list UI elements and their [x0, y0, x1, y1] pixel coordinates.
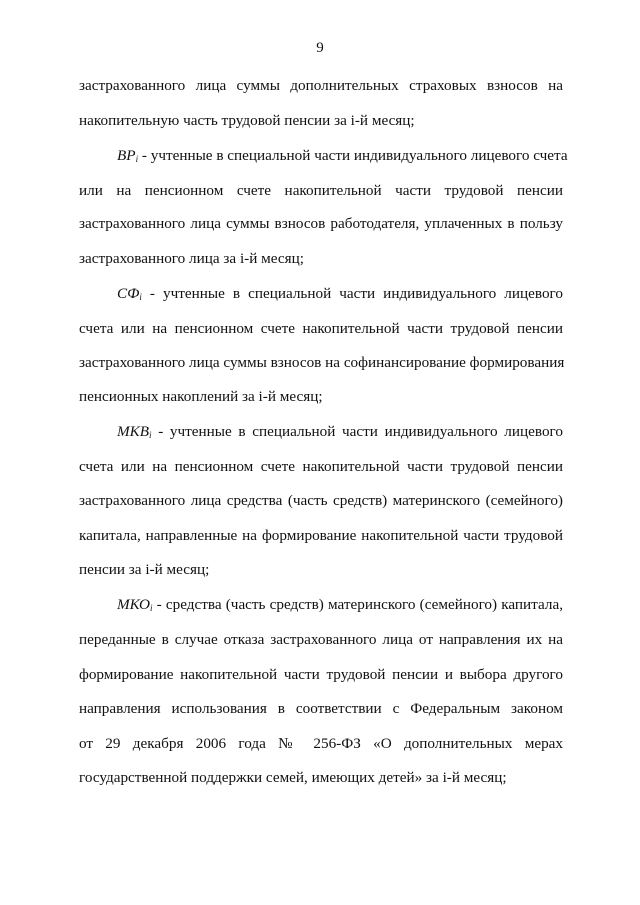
- text-line: застрахованного лица средства (часть средств) материнского (семейного): [79, 492, 563, 509]
- text-line: счета или на пенсионном счете накопительной части трудовой пенсии: [79, 458, 563, 475]
- text-line: застрахованного лица за i-й месяц;: [79, 250, 304, 267]
- text-line: счета или на пенсионном счете накопительной части трудовой пенсии: [79, 320, 563, 337]
- text-line: пенсии за i-й месяц;: [79, 561, 210, 578]
- symbol-sf: $СФ_i$: [117, 285, 142, 302]
- definition-sf: $СФ_i$ - учтенные в специальной части индивидуального лицевого: [117, 285, 563, 302]
- text-line: застрахованного лица суммы взносов на софинансирование формирования: [79, 354, 565, 371]
- text-line: направления использования в соответствии с Федеральным законом: [79, 700, 563, 717]
- text-line: от 29 декабря 2006 года № 256-ФЗ «О дополнительных мерах: [79, 735, 563, 752]
- text-line: накопительную часть трудовой пенсии за i-й месяц;: [79, 112, 415, 129]
- definition-vr: $BP_i$ - учтенные в специальной части индивидуального лицевого счета: [117, 147, 568, 164]
- symbol-vr: $BP_i$: [117, 147, 139, 164]
- text-line: капитала, направленные на формирование накопительной части трудовой: [79, 527, 563, 544]
- definition-mko: $МКО_i$ - средства (часть средств) материнского (семейного) капитала,: [117, 596, 563, 613]
- text-line: государственной поддержки семей, имеющих детей» за i-й месяц;: [79, 769, 507, 786]
- symbol-mkv: $МКВ_i$: [117, 423, 152, 440]
- page-number: 9: [316, 40, 324, 56]
- symbol-mko: $МКО_i$: [117, 596, 153, 613]
- text-line: переданные в случае отказа застрахованного лица от направления их на: [79, 631, 563, 648]
- text-line: или на пенсионном счете накопительной части трудовой пенсии: [79, 182, 563, 199]
- text-line: застрахованного лица суммы дополнительных страховых взносов на: [79, 77, 563, 94]
- definition-mkv: $МКВ_i$ - учтенные в специальной части индивидуального лицевого: [117, 423, 563, 440]
- text-line: застрахованного лица суммы взносов работодателя, уплаченных в пользу: [79, 215, 563, 232]
- text-line: пенсионных накоплений за i-й месяц;: [79, 388, 323, 405]
- text-line: формирование накопительной части трудовой пенсии и выбора другого: [79, 666, 563, 683]
